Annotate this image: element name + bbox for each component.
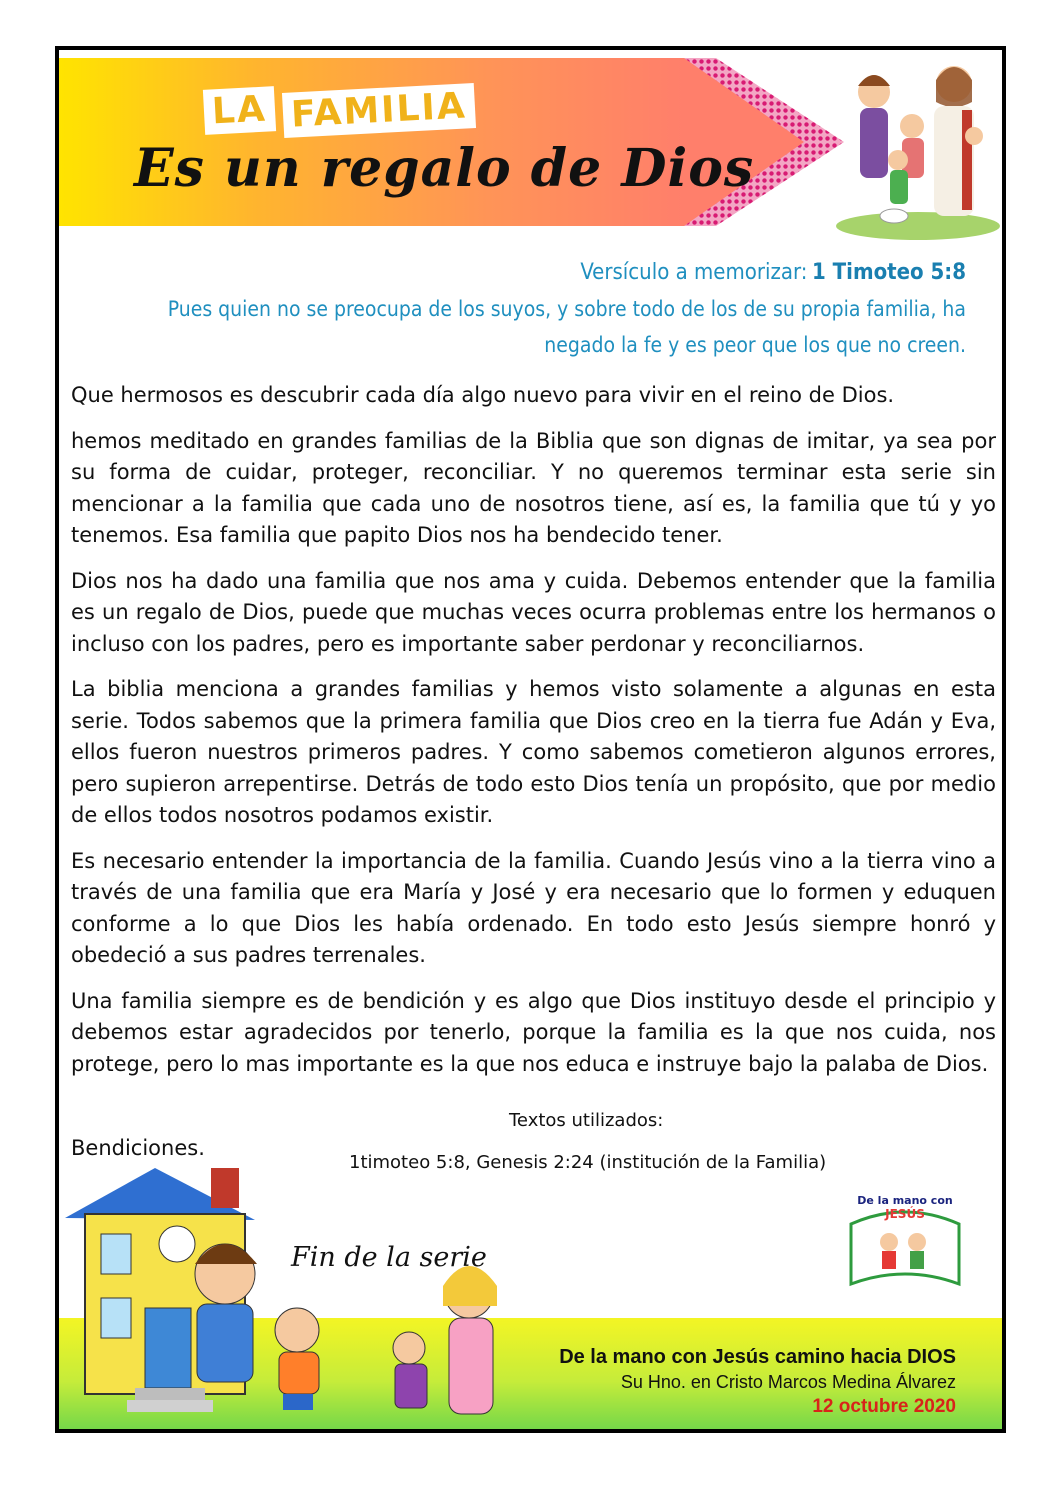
- verse-text-line2: negado la fe y es peor que los que no creen.: [544, 333, 966, 357]
- memory-verse: [168, 260, 966, 363]
- title-word-familia: FAMILIA: [282, 83, 476, 138]
- paragraph-1: Que hermosos es descubrir cada día algo nuevo para vivir en el reino de Dios.: [71, 383, 895, 407]
- verse-label: Versículo a memorizar:: [580, 260, 808, 285]
- verse-reference: 1 Timoteo 5:8: [812, 260, 966, 285]
- footer-slogan: De la mano con Jesús camino hacia DIOS: [559, 1346, 956, 1368]
- title-word-la: LA: [203, 86, 276, 135]
- footer-date: 12 octubre 2020: [812, 1396, 956, 1417]
- sources-label: Textos utilizados:: [509, 1110, 664, 1131]
- house-family-illustration-icon: [65, 1168, 535, 1430]
- sources-refs: 1timoteo 5:8, Genesis 2:24 (institución de la Familia): [349, 1152, 827, 1173]
- svg-text:JESÚS: JESÚS: [885, 1207, 925, 1221]
- paragraph-2: hemos meditado en grandes familias de la Biblia que son dignas de imitar, ya sea por su forma de cuidar, proteger, reconciliar. Y no queremos terminar esta serie sin mencionar a la familia que cada uno de nosotros tiene, así es, la familia que tú y yo tenemos. Esa familia que papito Dios nos ha bendecido tener.: [71, 428, 996, 547]
- verse-text-line1: Pues quien no se preocupa de los suyos, y sobre todo de los de su propia familia, ha: [167, 297, 966, 321]
- paragraph-5: Es necesario entender la importancia de la familia. Cuando Jesús vino a la tierra vino a través de una familia que era María y José y era necesario que lo formen y eduquen conforme a lo que Dios les había ordenado. En todo esto Jesús siempre honró y obedeció a sus padres terrenales.: [71, 848, 996, 967]
- paragraph-4: La biblia menciona a grandes familias y hemos visto solamente a algunas en esta serie. Todos sabemos que la primera familia que Dios creo en la tierra fue Adán y Eva, ellos fueron nuestros primeros padres. Y como sabemos cometieron algunos errores, pero supieron arrepentirse. Detrás de todo esto Dios tenía un propósito, que por medio de ellos todos nosotros podamos existir.: [71, 677, 996, 827]
- footer-credits: [559, 1346, 956, 1418]
- svg-text:De la mano con: De la mano con: [857, 1194, 953, 1207]
- paragraph-3: Dios nos ha dado una familia que nos ama y cuida. Debemos entender que la familia es un regalo de Dios, puede que muchas veces ocurra problemas entre los hermanos o incluso con los padres, pero es importante saber perdonar y reconciliarnos.: [71, 568, 996, 656]
- footer-author: Su Hno. en Cristo Marcos Medina Álvarez: [620, 1372, 956, 1392]
- body-text: [71, 380, 996, 1094]
- family-illustration-icon: [834, 56, 1002, 241]
- document-page: [55, 46, 1006, 1433]
- paragraph-6: Una familia siempre es de bendición y es algo que Dios instituyo desde el principio y debemos estar agradecidos por tenerlo, porque la familia es la que nos cuida, nos protege, pero lo mas importante es la que nos educa e instruye bajo la palaba de Dios.: [71, 988, 996, 1076]
- series-end-text: Fin de la serie: [291, 1242, 487, 1273]
- closing-text: Bendiciones.: [71, 1136, 205, 1160]
- page-title: Es un regalo de Dios: [134, 138, 755, 199]
- ministry-logo-icon: [845, 1184, 965, 1302]
- title-la-familia: [204, 85, 475, 136]
